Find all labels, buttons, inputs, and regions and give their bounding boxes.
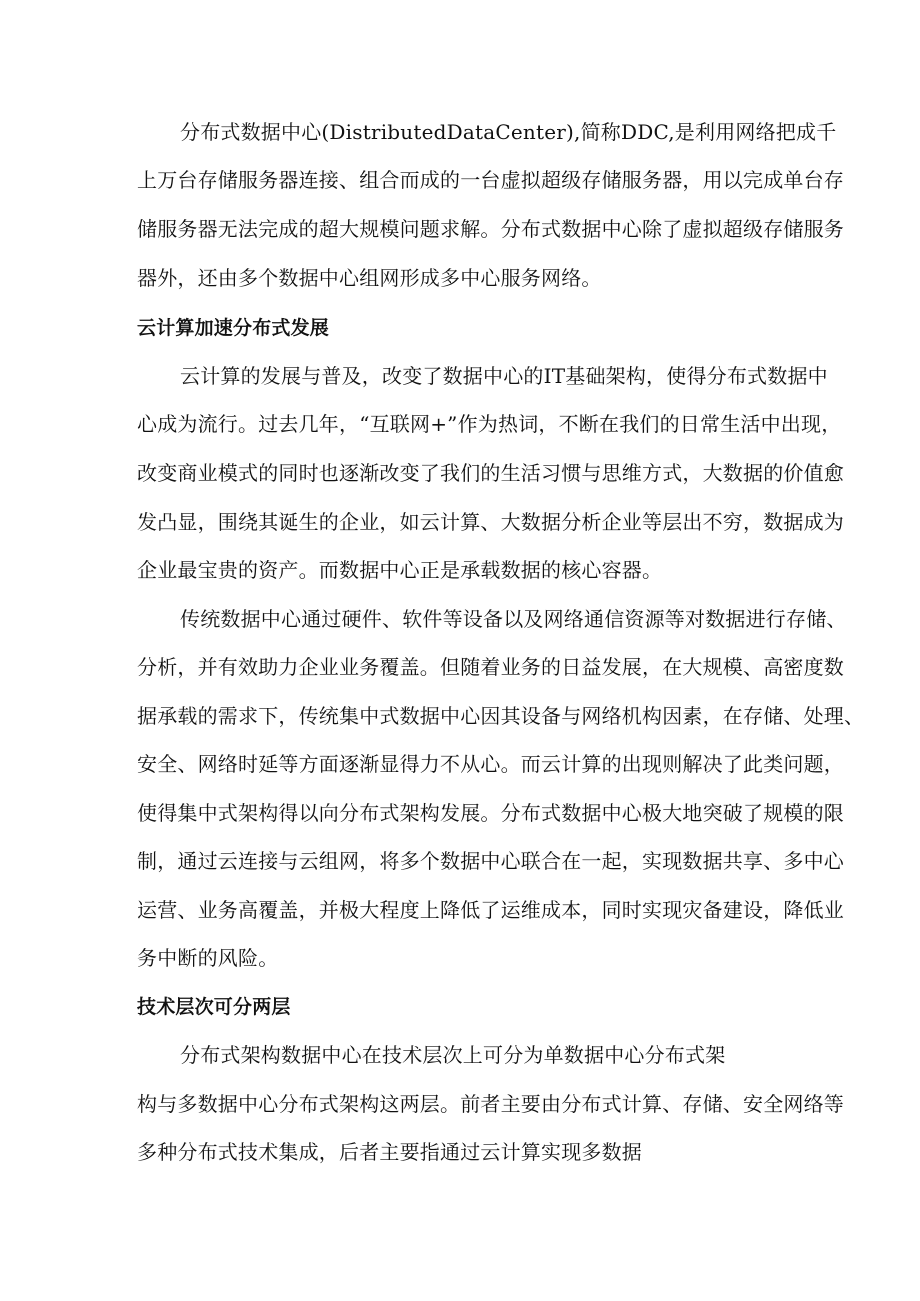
- text-line: 云计算的发展与普及，改变了数据中心的IT基础架构，使得分布式数据中: [180, 364, 828, 388]
- text-line: 务中断的风险。: [137, 946, 279, 970]
- text-line: 安全、网络时延等方面逐渐显得力不从心。而云计算的出现则解决了此类问题，: [137, 752, 844, 776]
- text-line: 器外，还由多个数据中心组网形成多中心服务网络。: [137, 266, 602, 290]
- text-line: 使得集中式架构得以向分布式架构发展。分布式数据中心极大地突破了规模的限: [137, 801, 844, 825]
- text-line: 上万台存储服务器连接、组合而成的一台虚拟超级存储服务器，用以完成单台存: [137, 168, 844, 192]
- section-heading-technical-layers: 技术层次可分两层: [137, 996, 291, 1018]
- text-line: 分布式数据中心(DistributedDataCenter),简称DDC,是利用网络把成千: [180, 120, 837, 144]
- text-line: 运营、业务高覆盖，并极大程度上降低了运维成本，同时实现灾备建设，降低业: [137, 898, 844, 922]
- text-line: 传统数据中心通过硬件、软件等设备以及网络通信资源等对数据进行存储、: [180, 607, 847, 631]
- text-line: 发凸显，围绕其诞生的企业，如云计算、大数据分析企业等层出不穷，数据成为: [137, 510, 844, 534]
- text-line: 据承载的需求下，传统集中式数据中心因其设备与网络机构因素，在存储、处理、: [137, 704, 865, 728]
- text-line: 分布式架构数据中心在技术层次上可分为单数据中心分布式架: [180, 1043, 726, 1067]
- text-line: 改变商业模式的同时也逐渐改变了我们的生活习惯与思维方式，大数据的价值愈: [137, 461, 844, 485]
- text-line: 多种分布式技术集成，后者主要指通过云计算实现多数据: [137, 1140, 642, 1164]
- text-line: 制，通过云连接与云组网，将多个数据中心联合在一起，实现数据共享、多中心: [137, 849, 844, 873]
- section-heading-cloud-computing: 云计算加速分布式发展: [137, 317, 330, 339]
- text-line: 心成为流行。过去几年，“互联网+”作为热词，不断在我们的日常生活中出现，: [137, 412, 842, 436]
- text-line: 分析，并有效助力企业业务覆盖。但随着业务的日益发展，在大规模、高密度数: [137, 655, 844, 679]
- text-line: 储服务器无法完成的超大规模问题求解。分布式数据中心除了虚拟超级存储服务: [137, 217, 844, 241]
- text-line: 构与多数据中心分布式架构这两层。前者主要由分布式计算、存储、安全网络等: [137, 1092, 844, 1116]
- text-line: 企业最宝贵的资产。而数据中心正是承载数据的核心容器。: [137, 558, 663, 582]
